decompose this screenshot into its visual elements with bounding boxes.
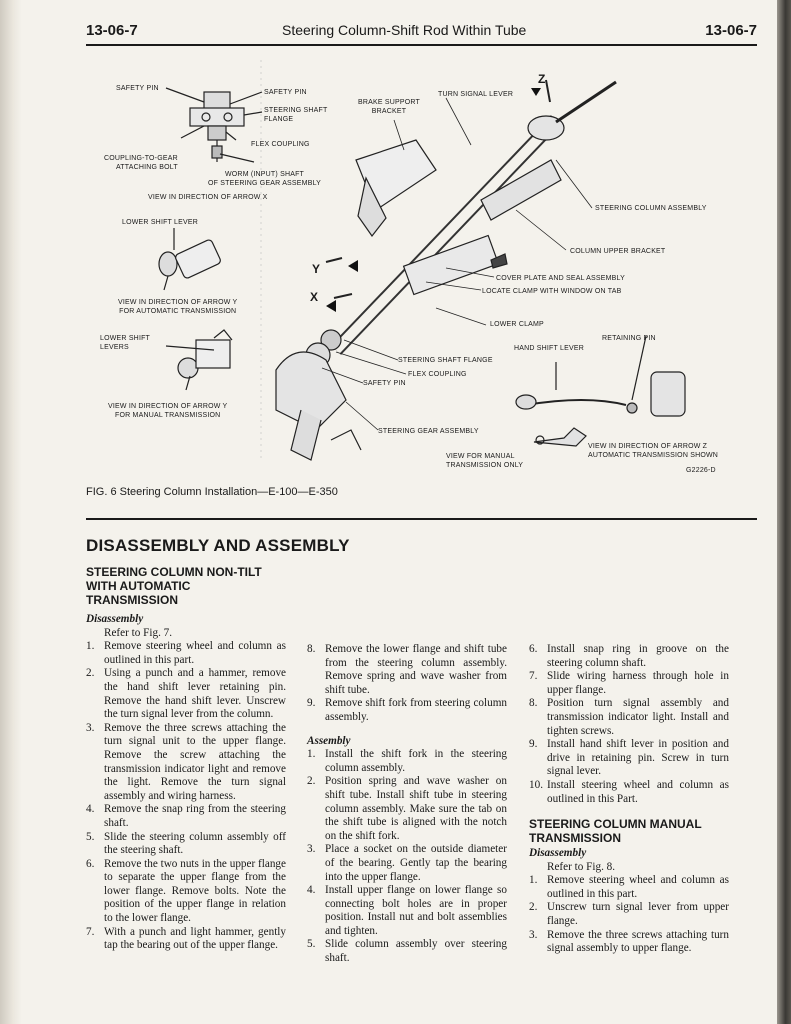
- step-text: Using a punch and a hammer, remove the hand shift lever retaining pin. Remove the hand shift lever. Unscrew the turn signal lever from the column.: [104, 667, 286, 721]
- text-column-1: [86, 613, 286, 953]
- page-title: Steering Column-Shift Rod Within Tube: [282, 22, 527, 38]
- letter-x: X: [310, 290, 319, 304]
- label-column-upper-bracket: COLUMN UPPER BRACKET: [570, 248, 666, 255]
- step-text: Remove shift fork from steering column assembly.: [325, 697, 507, 723]
- step-text: Remove steering wheel and column as outlined in this part.: [547, 874, 729, 900]
- list-item: [86, 667, 286, 721]
- step-number: 4.: [86, 803, 95, 816]
- label-flex-coupling: FLEX COUPLING: [408, 371, 467, 378]
- list-item: [529, 738, 729, 779]
- step-number: 7.: [529, 670, 538, 683]
- list-item: [307, 643, 507, 697]
- list-item: [86, 803, 286, 830]
- step-text: Slide column assembly over steering shaft.: [325, 938, 507, 965]
- figure-reference: Refer to Fig. 7.: [104, 626, 173, 639]
- step-text: Place a socket on the outside diameter of the bearing. Gently tap the bearing into the upper flange.: [325, 843, 507, 883]
- label-view-arrow-y-manual: VIEW IN DIRECTION OF ARROW Y FOR MANUAL TRANSMISSION: [108, 403, 228, 419]
- step-text: Remove the lower flange and shift tube from the steering column assembly. Remove spring and wave washer from shift tube.: [325, 643, 507, 696]
- list-item: [529, 670, 729, 697]
- label-steering-shaft-flange: STEERING SHAFT FLANGE: [398, 357, 493, 364]
- label-coupling-to-gear-bolt: COUPLING-TO-GEAR ATTACHING BOLT: [104, 155, 178, 171]
- page-binding-shadow: [0, 0, 22, 1024]
- label-steering-gear-assembly: STEERING GEAR ASSEMBLY: [378, 428, 479, 435]
- list-item: [529, 643, 729, 670]
- page-edge: [777, 0, 791, 1024]
- manual-disassembly-steps-list: [529, 874, 729, 956]
- list-item: [86, 858, 286, 926]
- assembly-label: Assembly: [307, 734, 351, 747]
- step-text: Install steering wheel and column as outlined in this Part.: [547, 778, 729, 805]
- step-number: 1.: [307, 748, 316, 761]
- page-number-right: 13-06-7: [705, 22, 757, 39]
- step-text: Install the shift fork in the steering column assembly.: [325, 748, 507, 774]
- step-text: Slide the steering column assembly off the steering shaft.: [104, 830, 286, 857]
- step-number: 8.: [307, 643, 316, 655]
- step-text: Remove the three screws attaching the turn signal unit to the upper flange. Remove the screw attaching the transmission indicator light and remove the light. Remove the turn signal assembly and wiring harness.: [104, 721, 286, 802]
- list-item: [529, 901, 729, 928]
- label-locate-clamp: LOCATE CLAMP WITH WINDOW ON TAB: [482, 288, 622, 295]
- figure-reference: Refer to Fig. 8.: [547, 860, 616, 873]
- letter-y: Y: [312, 262, 321, 276]
- arrow-x: [326, 300, 336, 312]
- step-number: 10.: [529, 778, 543, 791]
- page-number-left: 13-06-7: [86, 22, 138, 39]
- label-lower-shift-levers: LOWER SHIFT LEVERS: [100, 335, 151, 351]
- list-item: [307, 938, 507, 965]
- text-column-3: [529, 643, 729, 806]
- arrow-z: [531, 88, 541, 96]
- list-item: [307, 884, 507, 938]
- step-number: 5.: [307, 938, 316, 951]
- step-text: Slide wiring harness through hole in upper flange.: [547, 670, 729, 696]
- section-rule: [86, 518, 757, 520]
- step-number: 6.: [529, 643, 538, 655]
- label-retaining-pin: RETAINING PIN: [602, 335, 656, 342]
- page-header: [86, 22, 757, 44]
- step-text: With a punch and light hammer, gently tap the bearing out of the upper flange.: [104, 925, 286, 952]
- label-steering-shaft-flange: STEERING SHAFT FLANGE: [264, 107, 328, 123]
- label-safety-pin: SAFETY PIN: [363, 380, 406, 387]
- disassembly-label: Disassembly: [529, 847, 587, 859]
- label-worm-shaft: WORM (INPUT) SHAFT OF STEERING GEAR ASSEMBLY: [208, 171, 322, 187]
- label-lower-shift-lever: LOWER SHIFT LEVER: [122, 219, 199, 226]
- label-brake-support-bracket: BRAKE SUPPORT BRACKET: [358, 99, 420, 115]
- subsection-title-manual: STEERING COLUMN MANUAL TRANSMISSION: [529, 817, 702, 845]
- figure-caption: FIG. 6 Steering Column Installation—E-100—E-350: [86, 486, 338, 498]
- text-column-2: [307, 643, 507, 966]
- list-item: [529, 697, 729, 738]
- step-number: 1.: [86, 640, 95, 653]
- list-item: [307, 697, 507, 724]
- step-text: Remove the snap ring from the steering shaft.: [104, 803, 286, 829]
- lower-shift-levers-manual-drawing: [166, 330, 232, 390]
- label-view-manual-only: VIEW FOR MANUAL TRANSMISSION ONLY: [446, 453, 524, 469]
- label-cover-plate-seal: COVER PLATE AND SEAL ASSEMBLY: [496, 275, 625, 282]
- step-number: 6.: [86, 857, 95, 870]
- list-item: [529, 874, 729, 901]
- step-number: 2.: [529, 901, 538, 914]
- figure-code: G2226-D: [686, 467, 716, 474]
- list-item: [529, 779, 729, 806]
- step-number: 3.: [307, 843, 316, 856]
- list-item: [86, 926, 286, 953]
- flange-detail-drawing: [166, 88, 262, 162]
- step-number: 3.: [529, 928, 538, 941]
- step-text: Install hand shift lever in position and drive in retaining pin. Screw in turn signal lever.: [547, 738, 729, 778]
- step-number: 9.: [307, 697, 316, 710]
- step-text: Install snap ring in groove on the steering column shaft.: [547, 643, 729, 669]
- list-item: [86, 831, 286, 858]
- step-number: 5.: [86, 830, 95, 843]
- step-text: Remove the three screws attaching turn signal assembly to upper flange.: [547, 928, 729, 955]
- label-flex-coupling: FLEX COUPLING: [251, 141, 310, 148]
- step-text: Remove the two nuts in the upper flange to separate the upper flange from the lower flange. Remove bolts. Note the position of the upper flange in relation to the lower flange.: [104, 857, 286, 925]
- step-text: Unscrew turn signal lever from upper flange.: [547, 901, 729, 927]
- disassembly-steps-list-continued: [307, 643, 507, 725]
- label-view-arrow-x: VIEW IN DIRECTION OF ARROW X: [148, 194, 268, 201]
- step-number: 3.: [86, 721, 95, 734]
- step-number: 7.: [86, 925, 95, 938]
- list-item: [86, 722, 286, 804]
- figure-steering-column-installation: [86, 50, 736, 475]
- disassembly-label: Disassembly: [86, 613, 144, 625]
- lower-shift-lever-auto-drawing: [159, 228, 222, 290]
- step-text: Install upper flange on lower flange so connecting bolt holes are in proper position. Install nut and bolt assemblies and tighten.: [325, 884, 507, 937]
- label-view-arrow-y-auto: VIEW IN DIRECTION OF ARROW Y FOR AUTOMATIC TRANSMISSION: [118, 299, 238, 315]
- arrow-y: [348, 260, 358, 272]
- label-view-arrow-z: VIEW IN DIRECTION OF ARROW Z AUTOMATIC TRANSMISSION SHOWN: [588, 443, 719, 459]
- step-number: 8.: [529, 697, 538, 710]
- header-rule: [86, 44, 757, 46]
- step-number: 9.: [529, 738, 538, 751]
- label-safety-pin: SAFETY PIN: [116, 85, 159, 92]
- list-item: [529, 929, 729, 956]
- step-number: 2.: [307, 775, 316, 788]
- label-turn-signal-lever: TURN SIGNAL LEVER: [438, 91, 514, 98]
- text-column-3-manual: [529, 847, 729, 956]
- step-text: Position spring and wave washer on shift tube. Install shift tube in steering column assembly. Make sure the tab on the shift tube is aligned with the notch on the shift fork.: [325, 775, 507, 842]
- disassembly-steps-list: [86, 640, 286, 953]
- step-number: 2.: [86, 667, 95, 680]
- step-text: Remove steering wheel and column as outlined in this part.: [104, 640, 286, 666]
- list-item: [307, 843, 507, 884]
- subsection-title-non-tilt: STEERING COLUMN NON-TILT WITH AUTOMATIC TRANSMISSION: [86, 565, 262, 607]
- label-safety-pin: SAFETY PIN: [264, 89, 307, 96]
- section-title: DISASSEMBLY AND ASSEMBLY: [86, 536, 350, 555]
- step-text: Position turn signal assembly and transmission indicator light. Install and tighten screws.: [547, 697, 729, 737]
- list-item: [307, 748, 507, 775]
- label-hand-shift-lever: HAND SHIFT LEVER: [514, 345, 584, 352]
- step-number: 4.: [307, 884, 316, 897]
- assembly-steps-list-continued: [529, 643, 729, 806]
- list-item: [307, 775, 507, 843]
- list-item: [86, 640, 286, 667]
- assembly-steps-list: [307, 748, 507, 966]
- label-lower-clamp: LOWER CLAMP: [490, 321, 544, 328]
- step-number: 1.: [529, 874, 538, 887]
- letter-z: Z: [538, 72, 546, 86]
- label-steering-column-assembly: STEERING COLUMN ASSEMBLY: [595, 205, 707, 212]
